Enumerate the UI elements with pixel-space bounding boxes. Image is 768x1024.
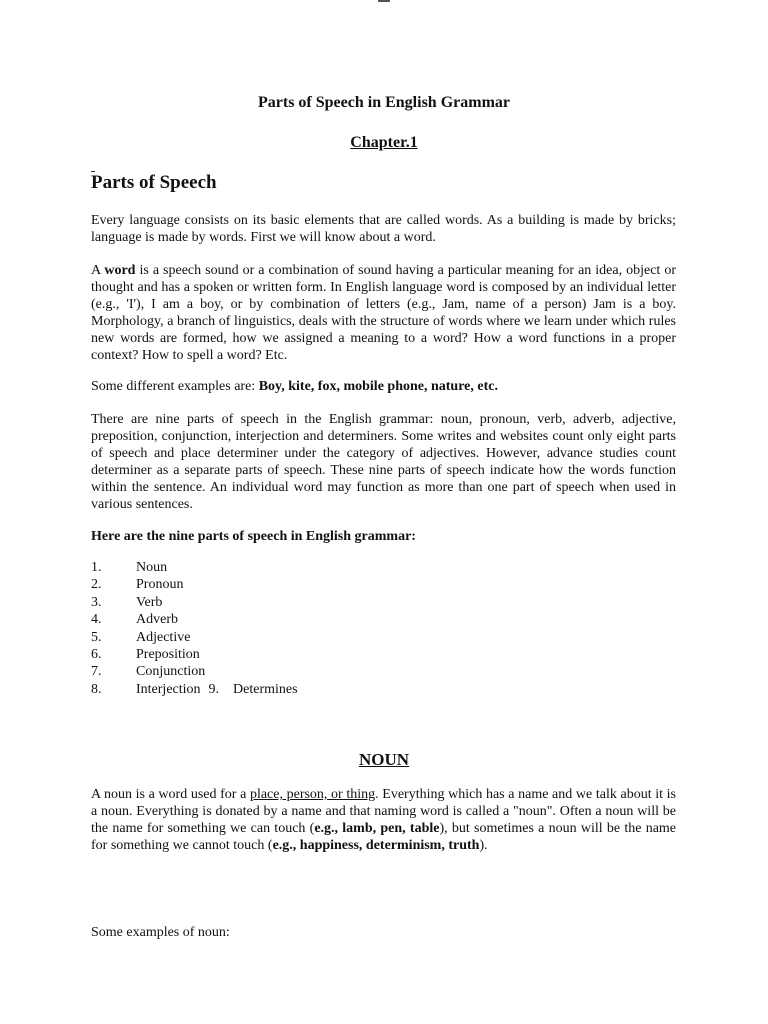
list-item-number: 1. — [91, 560, 102, 575]
noun-examples-line: Some examples of noun: — [91, 925, 230, 940]
chapter-label: Chapter.1 — [350, 134, 418, 151]
list-item-number: 2. — [91, 577, 102, 593]
list-heading-text: Here are the nine parts of speech in English grammar: — [91, 529, 416, 544]
list-item-label: Verb — [136, 594, 163, 610]
list-item — [91, 594, 676, 611]
section-heading: Parts of Speech — [91, 172, 217, 193]
list-item-number: 7. — [91, 664, 102, 680]
list-item — [91, 646, 676, 663]
list-heading — [91, 528, 676, 545]
noun-paragraph — [91, 786, 676, 854]
list-item-number: 6. — [91, 647, 102, 663]
noun-para-bold-2: e.g., happiness, determinism, truth — [272, 838, 480, 853]
list-item-number: 5. — [91, 629, 102, 645]
list-item-number: 4. — [91, 612, 102, 628]
list-item — [91, 611, 676, 628]
word-para-bold: word — [104, 263, 136, 278]
noun-para-s1: A noun is a word used for a — [91, 787, 250, 802]
list-item-number: 3. — [91, 594, 102, 610]
list-item-label: Interjection — [136, 681, 201, 697]
word-paragraph — [91, 262, 676, 364]
examples-bold: Boy, kite, fox, mobile phone, nature, etc. — [258, 379, 498, 394]
word-para-rest: is a speech sound or a combination of sound having a particular meaning for an idea, object or thought and has a spoken or written form. In English language word is composed by an individual letter (e.g., 'I'), I am a boy, or by combination of letters (e.g., Jam, name of a person) Jam is a boy. Morphology, a branch of linguistics, deals with the structure of words where we learn under which rules new words are formed, how we assigned a meaning to a word? How a word functions in a proper context? How to spell a word? Etc. — [91, 263, 676, 363]
list-item — [91, 629, 676, 646]
list-tail-number: 9. — [208, 681, 220, 697]
intro-paragraph: Every language consists on its basic elements that are called words. As a building is made by bricks; language is made by words. First we will know about a word. — [91, 213, 676, 245]
noun-para-underline: place, person, or thing — [249, 787, 376, 802]
noun-para-s4: ). — [479, 838, 488, 853]
list-item — [91, 576, 676, 593]
list-item-label: Pronoun — [136, 577, 184, 593]
list-item — [91, 559, 676, 576]
page-top-mark — [378, 0, 390, 2]
noun-para-s3: ), but sometimes a noun will be the name for something we cannot touch ( — [91, 821, 677, 853]
list-item-label: Adjective — [136, 629, 191, 645]
list-item-label: Adverb — [136, 612, 178, 628]
list-item-label: Preposition — [136, 647, 200, 663]
noun-heading: NOUN — [358, 750, 410, 769]
nine-parts-paragraph: There are nine parts of speech in the English grammar: noun, pronoun, verb, adverb, adjective, preposition, conjunction, interjection and determiners. Some writes and websites count only eight parts of speech and place determiner under the category of adjectives. However, advance studies count determiner as a separate parts of speech. These nine parts of speech indicate how the words function within the sentence. An individual word may function as more than one part of speech when used in various sentences. — [91, 412, 676, 512]
list-item-label: Noun — [136, 560, 168, 575]
parts-of-speech-list — [91, 559, 676, 698]
list-item — [91, 663, 676, 680]
word-para-prefix: A — [91, 263, 105, 278]
examples-prefix: Some different examples are: — [91, 379, 259, 394]
list-item-label: Conjunction — [136, 664, 206, 680]
noun-para-bold-1: e.g., lamb, pen, table — [314, 821, 440, 836]
document-title: Parts of Speech in English Grammar — [258, 94, 510, 111]
noun-para-s2: . Everything which has a name and we talk about it is a noun. Everything is donated by a name and that naming word is called a "noun". Often a noun will be the name for something we can touch ( — [91, 787, 676, 836]
list-item-number: 8. — [91, 681, 102, 697]
list-item — [91, 681, 676, 698]
examples-paragraph — [91, 378, 676, 395]
list-tail-label: Determines — [233, 681, 298, 697]
